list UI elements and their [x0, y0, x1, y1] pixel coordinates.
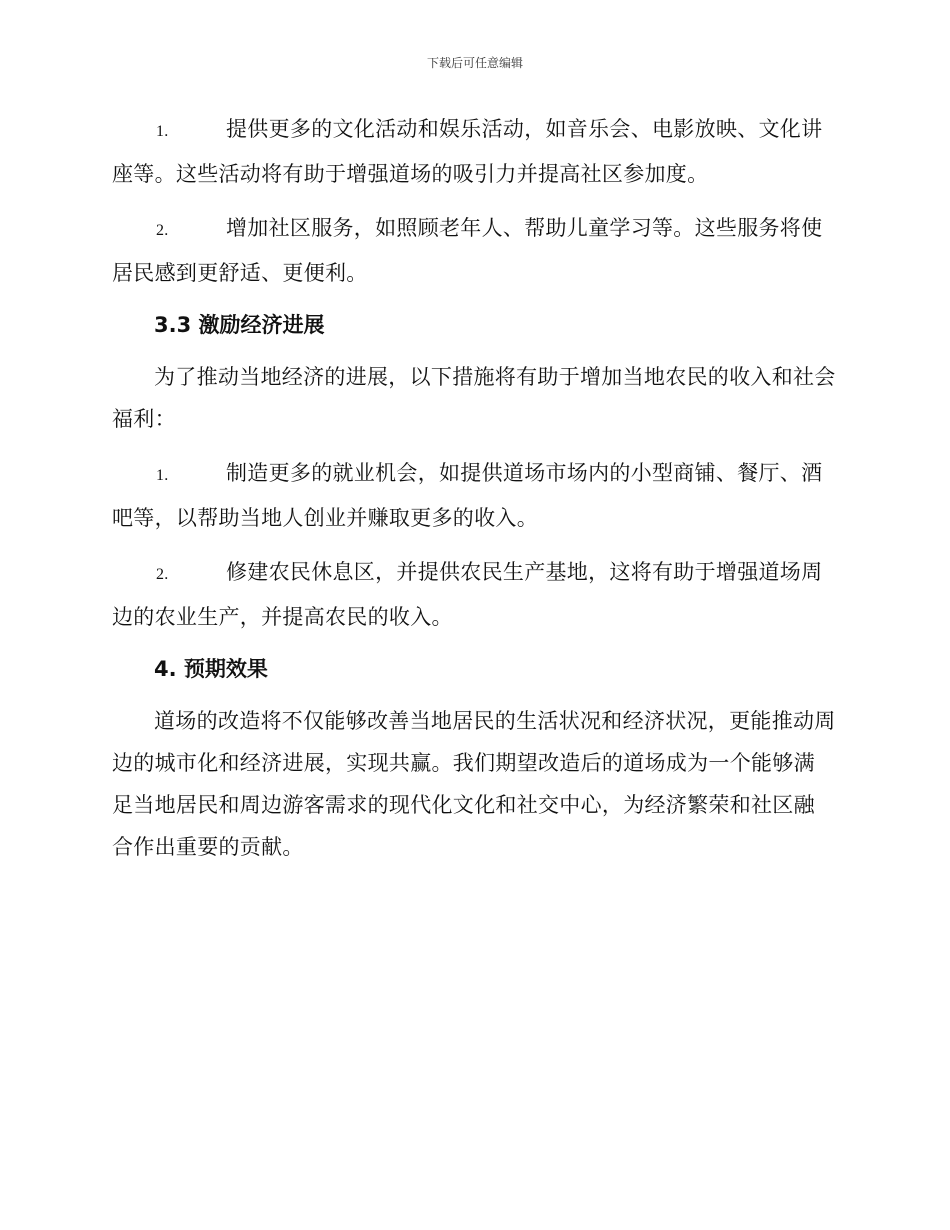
list-item-number: 1. [156, 467, 169, 484]
section-heading: 3.3 激励经济进展 [154, 313, 325, 337]
list-item-text: 修建农民休息区，并提供农民生产基地，这将有助于增强道场周边的农业生产，并提高农民的收入。 [112, 560, 823, 629]
list-item [112, 108, 836, 195]
list-item [112, 551, 836, 638]
document-body [112, 108, 836, 868]
list-item-number: 2. [156, 222, 169, 239]
section-heading: 4. 预期效果 [154, 657, 268, 681]
list-item-number: 2. [156, 566, 169, 583]
paragraph: 为了推动当地经济的进展，以下措施将有助于增加当地农民的收入和社会福利： [112, 365, 836, 431]
header-note: 下载后可任意编辑 [426, 56, 523, 70]
list-item-text: 制造更多的就业机会，如提供道场市场内的小型商铺、餐厅、酒吧等，以帮助当地人创业并赚取更多的收入。 [112, 461, 823, 530]
list-item-text: 增加社区服务，如照顾老年人、帮助儿童学习等。这些服务将使居民感到更舒适、更便利。 [112, 216, 823, 285]
list-item-number: 1. [156, 123, 169, 140]
list-item [112, 207, 836, 294]
list-item-text: 提供更多的文化活动和娱乐活动，如音乐会、电影放映、文化讲座等。这些活动将有助于增强道场的吸引力并提高社区参加度。 [112, 117, 823, 186]
list-item [112, 452, 836, 539]
paragraph: 道场的改造将不仅能够改善当地居民的生活状况和经济状况，更能推动周边的城市化和经济进展，实现共赢。我们期望改造后的道场成为一个能够满足当地居民和周边游客需求的现代化文化和社交中心，为经济繁荣和社区融合作出重要的贡献。 [112, 709, 836, 859]
